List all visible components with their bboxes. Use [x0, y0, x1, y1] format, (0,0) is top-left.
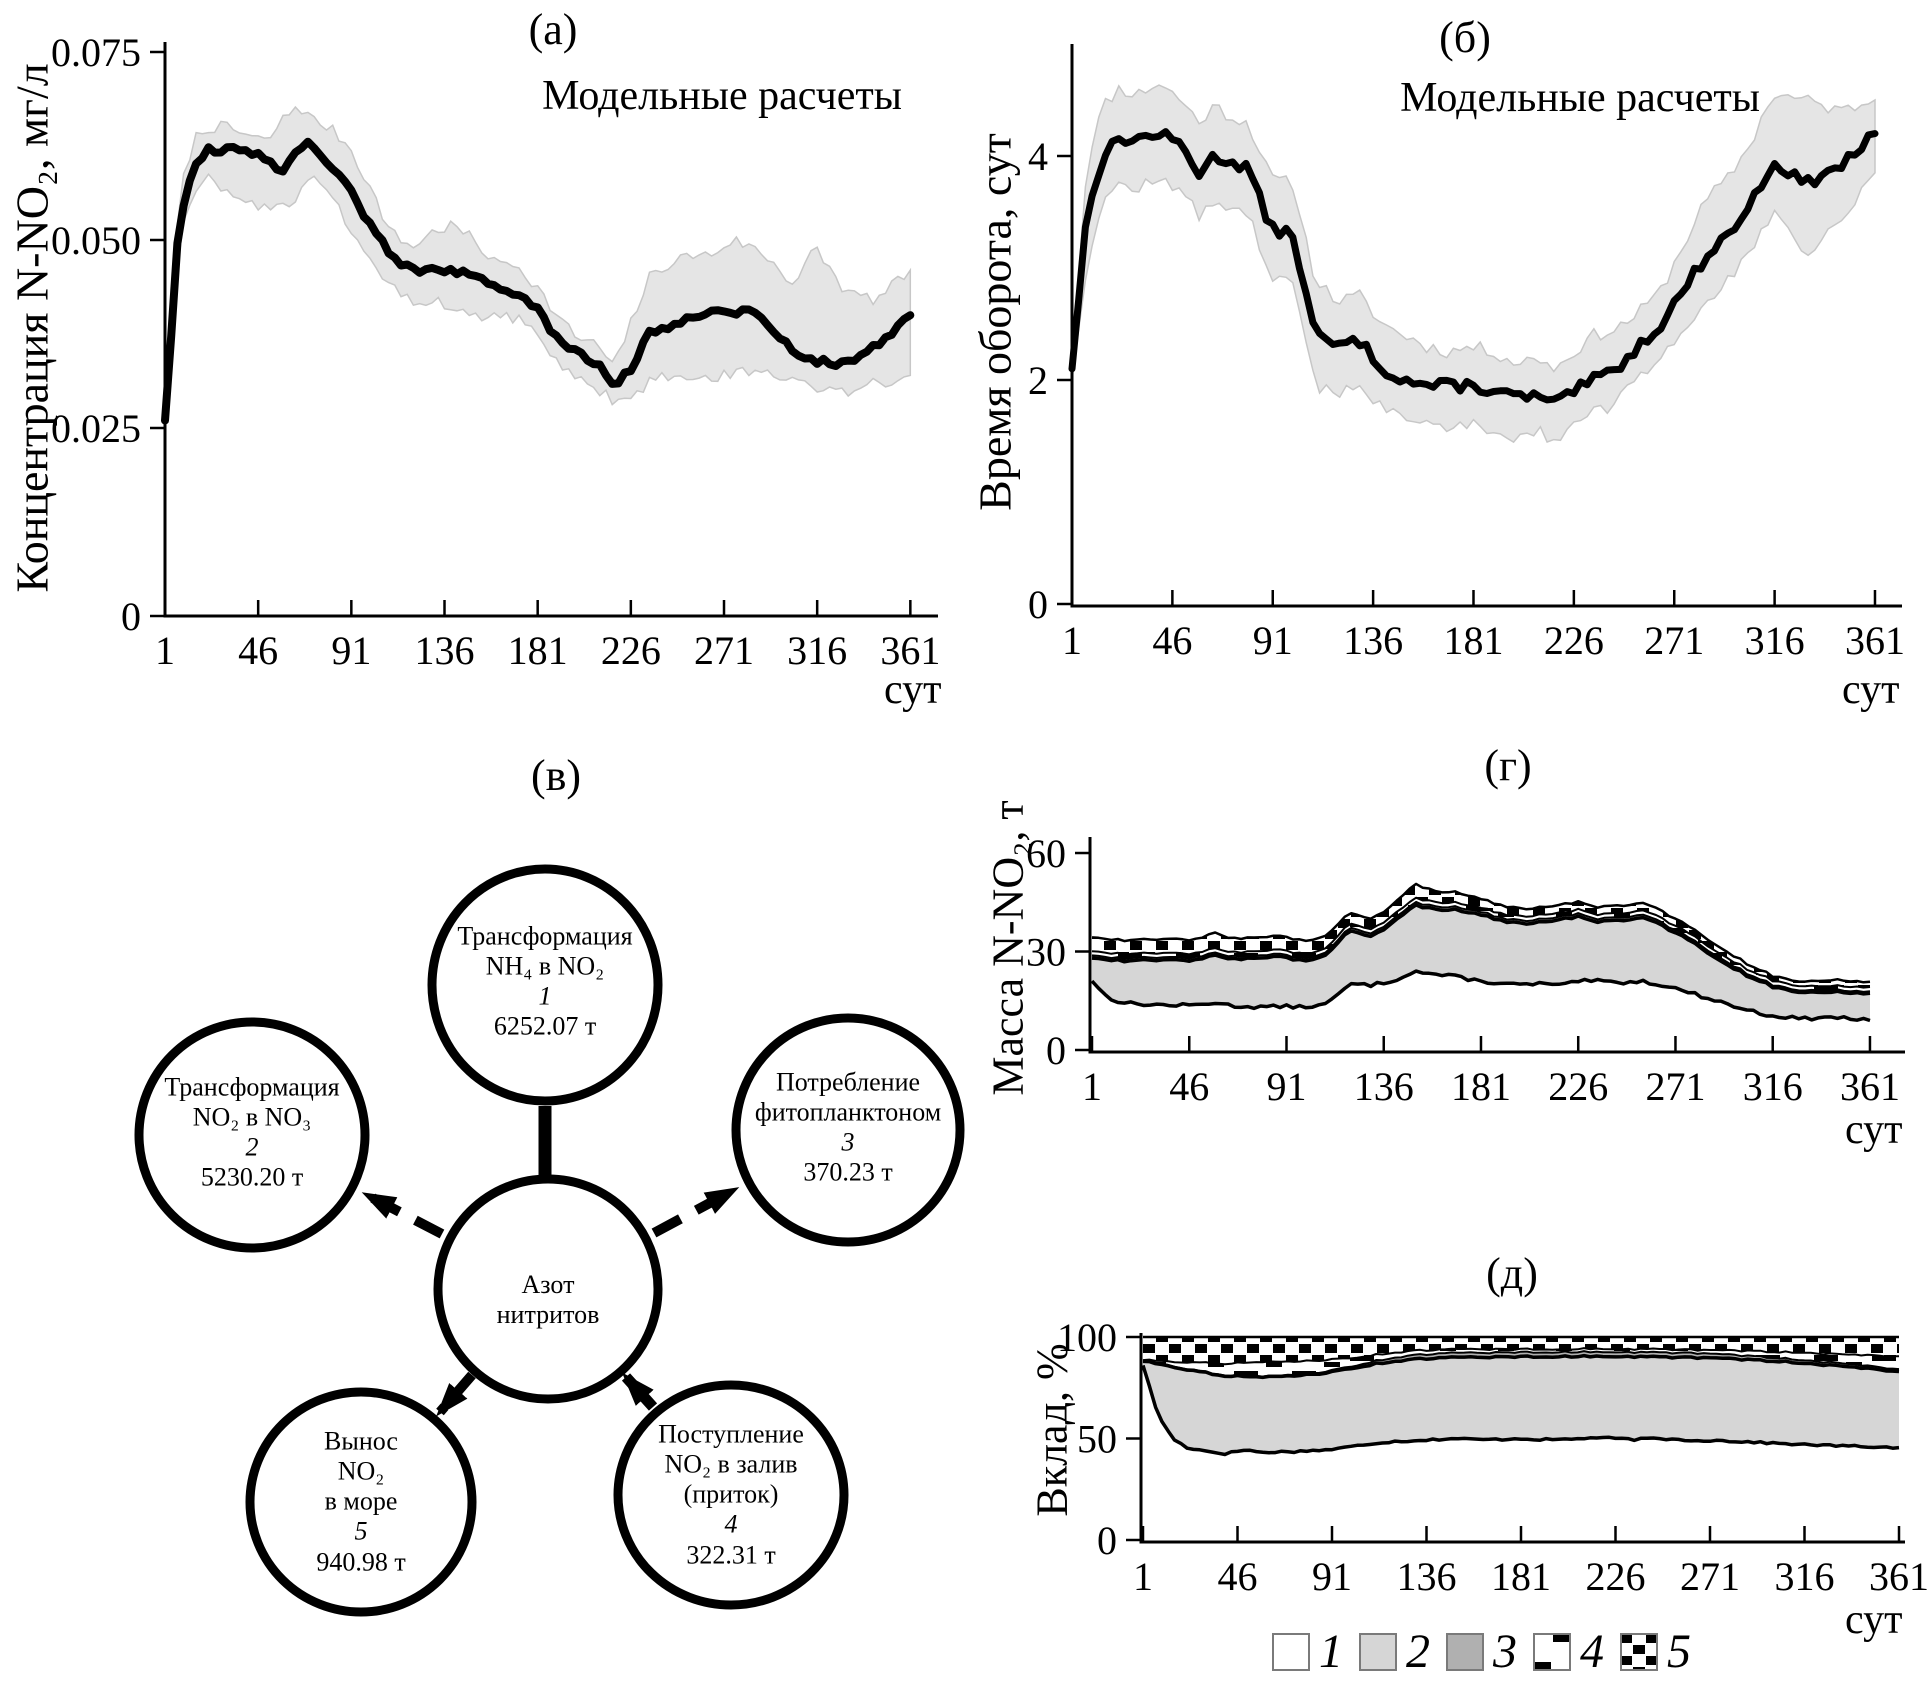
svg-text:136: 136	[1396, 1554, 1457, 1599]
diagram-node-inflow: Поступление NO₂ в залив (приток) 4 322.31 т	[658, 1419, 804, 1570]
legend-num-4: 4	[1580, 1625, 1604, 1678]
svg-text:271: 271	[1644, 618, 1705, 663]
legend-num-2: 2	[1406, 1625, 1430, 1678]
svg-text:91: 91	[1312, 1554, 1352, 1599]
svg-text:91: 91	[1266, 1064, 1307, 1109]
svg-text:0.075: 0.075	[51, 30, 141, 75]
svg-text:226: 226	[1585, 1554, 1646, 1599]
panel-a-annotation: Модельные расчеты	[542, 73, 902, 119]
svg-text:226: 226	[1543, 618, 1604, 663]
svg-text:0.025: 0.025	[51, 406, 141, 451]
svg-text:0: 0	[1046, 1028, 1066, 1073]
panel-g-xunit: сут	[1845, 1107, 1903, 1153]
svg-text:46: 46	[1152, 618, 1193, 663]
svg-text:0: 0	[121, 594, 141, 639]
arrow-center-to-no3	[367, 1195, 442, 1234]
panel-b-label: (б)	[1439, 13, 1491, 62]
svg-text:1: 1	[1062, 618, 1082, 663]
diagram-node-sea: Вынос NO₂ в море 5 940.98 т	[316, 1426, 406, 1577]
panel-a-label: (а)	[528, 5, 578, 54]
legend	[1272, 1625, 1691, 1678]
legend-item-3	[1446, 1625, 1517, 1678]
legend-num-3: 3	[1493, 1625, 1517, 1678]
svg-text:361: 361	[1844, 618, 1905, 663]
panel-b-xunit: сут	[1842, 667, 1900, 713]
svg-text:1: 1	[1082, 1064, 1102, 1109]
panel-b-ylabel: Время оборота, сут	[969, 133, 1021, 511]
diagram-node-no3: Трансформация NO₂ в NO₃ 2 5230.20 т	[164, 1072, 340, 1193]
panel-b-annotation: Модельные расчеты	[1400, 75, 1760, 121]
svg-text:1: 1	[1133, 1554, 1153, 1599]
legend-swatch-gray	[1446, 1633, 1484, 1671]
legend-swatch-dashed	[1533, 1633, 1571, 1671]
turnover-chart	[1002, 28, 1930, 708]
svg-text:181: 181	[1491, 1554, 1551, 1599]
svg-text:181: 181	[1443, 618, 1504, 663]
legend-num-5: 5	[1667, 1625, 1691, 1678]
svg-text:136: 136	[414, 628, 475, 673]
svg-text:226: 226	[600, 628, 661, 673]
svg-text:46: 46	[1217, 1554, 1258, 1599]
svg-text:0: 0	[1028, 582, 1048, 627]
svg-text:46: 46	[1169, 1064, 1210, 1109]
diagram-node-phyto: Потребление фитопланктоном 3 370.23 т	[754, 1067, 942, 1188]
legend-swatch-light-gray	[1359, 1633, 1397, 1671]
arrow-inflow-to-center	[626, 1377, 653, 1407]
legend-item-4	[1533, 1625, 1604, 1678]
svg-text:2: 2	[1028, 358, 1048, 403]
svg-text:4: 4	[1028, 134, 1048, 179]
svg-text:316: 316	[1742, 1064, 1803, 1109]
svg-text:91: 91	[1252, 618, 1293, 663]
legend-item-1	[1272, 1625, 1343, 1678]
legend-swatch-white	[1272, 1633, 1310, 1671]
svg-text:0: 0	[1097, 1518, 1117, 1563]
contribution-chart	[1000, 1288, 1930, 1628]
svg-text:50: 50	[1077, 1416, 1117, 1462]
diagram-node-center: Азот нитритов	[496, 1269, 600, 1329]
svg-text:316: 316	[1744, 618, 1805, 663]
svg-text:361: 361	[1869, 1554, 1929, 1599]
legend-num-1: 1	[1319, 1625, 1343, 1678]
panel-g-ylabel: Масса N-NO₂, т	[983, 800, 1033, 1096]
panel-v-label: (в)	[530, 751, 582, 800]
panel-a-xunit: сут	[884, 667, 942, 713]
panel-d-xunit: сут	[1845, 1597, 1903, 1643]
panel-d-ylabel: Вклад, %	[1027, 1343, 1077, 1517]
svg-text:271: 271	[1680, 1554, 1740, 1599]
svg-text:100: 100	[1057, 1315, 1117, 1360]
svg-text:181: 181	[1450, 1064, 1511, 1109]
svg-text:361: 361	[880, 628, 941, 673]
svg-text:60: 60	[1026, 831, 1066, 877]
arrow-center-to-phyto	[654, 1190, 734, 1233]
arrow-center-to-sea	[440, 1375, 472, 1412]
svg-text:271: 271	[694, 628, 755, 673]
svg-text:46: 46	[238, 628, 279, 673]
svg-text:136: 136	[1343, 618, 1404, 663]
svg-text:136: 136	[1353, 1064, 1414, 1109]
legend-item-5	[1620, 1625, 1691, 1678]
svg-text:1: 1	[155, 628, 175, 673]
svg-text:361: 361	[1839, 1064, 1900, 1109]
svg-text:181: 181	[507, 628, 568, 673]
svg-text:271: 271	[1645, 1064, 1706, 1109]
svg-text:226: 226	[1548, 1064, 1609, 1109]
svg-text:91: 91	[331, 628, 372, 673]
svg-text:30: 30	[1026, 929, 1066, 975]
legend-swatch-checkered	[1620, 1633, 1658, 1671]
concentration-chart	[51, 28, 960, 708]
svg-text:316: 316	[787, 628, 848, 673]
svg-text:0.050: 0.050	[51, 218, 141, 263]
panel-g-label: (г)	[1484, 741, 1532, 790]
panel-a-ylabel: Концентрация N-NO₂, мг/л	[6, 63, 58, 593]
svg-text:316: 316	[1774, 1554, 1835, 1599]
diagram-node-nh4: Трансформация NH₄ в NO₂ 1 6252.07 т	[457, 921, 633, 1042]
panel-d-label: (д)	[1486, 1249, 1538, 1298]
legend-item-2	[1359, 1625, 1430, 1678]
mass-chart	[1000, 742, 1930, 1172]
